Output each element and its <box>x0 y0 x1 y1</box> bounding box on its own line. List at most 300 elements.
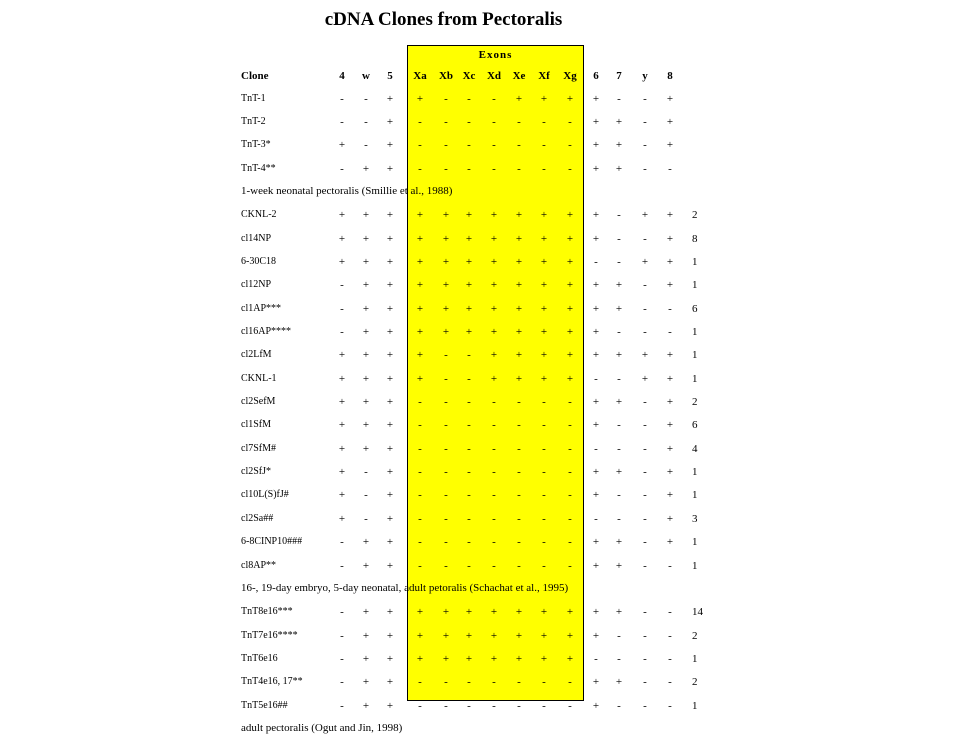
exon-mark: - <box>340 302 344 315</box>
exon-mark: - <box>492 396 496 409</box>
exon-mark: + <box>615 466 623 479</box>
exon-mark: + <box>386 139 394 152</box>
exon-mark: - <box>340 559 344 572</box>
exon-mark: + <box>540 326 548 338</box>
exon-mark: - <box>617 512 621 525</box>
exon-mark: - <box>643 326 647 338</box>
clone-name: CKNL-2 <box>241 209 277 221</box>
clone-count: 4 <box>692 442 698 455</box>
exon-mark: + <box>362 396 370 409</box>
clone-name: TnT-4** <box>241 162 276 174</box>
exon-mark: - <box>517 559 521 572</box>
exon-mark: + <box>465 652 473 665</box>
exon-mark: - <box>492 442 496 455</box>
exon-mark: - <box>643 419 647 432</box>
table-row <box>0 419 960 439</box>
exon-mark: + <box>592 396 600 409</box>
exon-mark: + <box>490 349 498 362</box>
exon-mark: + <box>666 115 674 128</box>
exon-mark: - <box>467 536 471 549</box>
clone-name: cl1SfM <box>241 419 271 431</box>
exon-mark: + <box>666 92 674 105</box>
clone-name: TnT5e16## <box>241 699 288 711</box>
table-row <box>0 630 960 650</box>
exon-mark: - <box>594 255 598 268</box>
exon-mark: + <box>641 349 649 362</box>
exon-mark: + <box>386 652 394 665</box>
section-citation: adult pectoralis (Ogut and Jin, 1998) <box>241 721 403 734</box>
exon-mark: + <box>592 326 600 338</box>
clone-count: 1 <box>692 372 698 385</box>
exon-mark: + <box>386 372 394 385</box>
exon-mark: + <box>666 512 674 525</box>
exon-mark: - <box>668 162 672 175</box>
exon-mark: + <box>338 489 346 502</box>
exon-mark: - <box>467 162 471 175</box>
exon-mark: + <box>362 676 370 689</box>
exon-mark: - <box>418 442 422 455</box>
clone-count: 1 <box>692 466 698 479</box>
exon-mark: - <box>542 396 546 409</box>
clone-name: cl1AP*** <box>241 302 281 314</box>
table-header-row <box>0 70 960 90</box>
exon-mark: - <box>418 699 422 712</box>
exon-mark: - <box>467 396 471 409</box>
exon-mark: + <box>386 396 394 409</box>
exon-mark: + <box>386 489 394 502</box>
exon-mark: - <box>340 652 344 665</box>
table-row <box>0 139 960 159</box>
table-row <box>0 349 960 369</box>
exon-mark: + <box>566 629 574 642</box>
exon-mark: - <box>643 466 647 479</box>
exon-mark: + <box>592 162 600 175</box>
exon-mark: + <box>465 255 473 268</box>
exon-mark: + <box>666 396 674 409</box>
exon-mark: + <box>442 209 450 222</box>
exon-mark: - <box>517 512 521 525</box>
exon-mark: - <box>418 676 422 689</box>
table-row <box>0 443 960 463</box>
exon-mark: + <box>592 536 600 549</box>
exon-mark: + <box>416 279 424 292</box>
exon-mark: + <box>566 652 574 665</box>
exon-mark: + <box>515 606 523 619</box>
exon-mark: + <box>362 302 370 315</box>
exon-mark: + <box>362 699 370 712</box>
exon-mark: - <box>643 629 647 642</box>
clone-name: cl2Sa## <box>241 512 274 524</box>
column-header: Xg <box>563 70 577 82</box>
exon-mark: - <box>668 629 672 642</box>
exon-mark: - <box>617 209 621 222</box>
exon-mark: - <box>364 512 368 525</box>
exon-mark: + <box>386 512 394 525</box>
exon-mark: - <box>340 115 344 128</box>
exon-mark: + <box>386 349 394 362</box>
exon-mark: + <box>666 442 674 455</box>
exon-mark: + <box>416 302 424 315</box>
table-row <box>0 676 960 696</box>
exon-mark: - <box>492 536 496 549</box>
exon-mark: - <box>643 279 647 292</box>
exon-mark: - <box>467 559 471 572</box>
exon-mark: + <box>666 255 674 268</box>
exon-mark: + <box>442 606 450 619</box>
exon-mark: + <box>465 209 473 222</box>
exon-mark: - <box>444 92 448 105</box>
exon-mark: - <box>444 442 448 455</box>
table-row <box>0 373 960 393</box>
exon-mark: + <box>592 139 600 152</box>
exon-mark: - <box>418 139 422 152</box>
exon-mark: + <box>592 489 600 502</box>
exon-mark: - <box>444 559 448 572</box>
exon-mark: + <box>592 115 600 128</box>
exon-mark: + <box>566 302 574 315</box>
exon-mark: - <box>542 466 546 479</box>
table-row <box>0 653 960 673</box>
exon-mark: - <box>340 92 344 105</box>
exon-mark: - <box>617 699 621 712</box>
exon-mark: - <box>467 442 471 455</box>
exon-mark: + <box>465 629 473 642</box>
exon-mark: - <box>340 629 344 642</box>
exon-mark: + <box>442 232 450 245</box>
exon-mark: - <box>568 162 572 175</box>
exon-mark: - <box>568 442 572 455</box>
exon-mark: - <box>594 512 598 525</box>
exon-mark: + <box>615 349 623 362</box>
exon-mark: - <box>668 652 672 665</box>
exon-mark: - <box>467 372 471 385</box>
column-header: Xd <box>486 70 502 82</box>
clone-name: cl12NP <box>241 279 271 291</box>
clone-count: 2 <box>692 396 698 409</box>
exon-mark: + <box>338 209 346 222</box>
exon-mark: + <box>416 255 424 268</box>
clone-count: 1 <box>692 349 698 362</box>
table-row <box>0 256 960 276</box>
exon-mark: + <box>362 279 370 292</box>
exon-mark: + <box>490 606 498 619</box>
exon-mark: + <box>386 419 394 432</box>
exon-mark: - <box>418 536 422 549</box>
clone-name: TnT8e16*** <box>241 606 293 618</box>
exon-mark: - <box>542 699 546 712</box>
clone-count: 1 <box>692 279 698 292</box>
exon-mark: - <box>617 232 621 245</box>
clone-count: 2 <box>692 629 698 642</box>
exon-mark: - <box>340 536 344 549</box>
table-row <box>0 93 960 113</box>
exon-mark: - <box>492 699 496 712</box>
exon-mark: + <box>615 606 623 619</box>
exon-mark: + <box>490 255 498 268</box>
exon-mark: + <box>338 372 346 385</box>
exon-mark: + <box>442 302 450 315</box>
exon-mark: + <box>490 372 498 385</box>
exon-mark: + <box>641 255 649 268</box>
exon-mark: - <box>568 559 572 572</box>
exon-mark: - <box>568 396 572 409</box>
exon-mark: - <box>542 442 546 455</box>
clone-name: cl16AP**** <box>241 326 291 337</box>
clone-name: TnT-3* <box>241 139 271 151</box>
exon-mark: - <box>643 676 647 689</box>
clone-count: 1 <box>692 559 698 572</box>
exon-mark: - <box>617 629 621 642</box>
clone-name: CKNL-1 <box>241 372 277 384</box>
table-row <box>0 163 960 183</box>
clone-name: TnT-2 <box>241 115 266 127</box>
exon-mark: + <box>592 606 600 619</box>
exon-mark: + <box>566 606 574 619</box>
exon-mark: - <box>643 232 647 245</box>
exon-mark: - <box>617 255 621 268</box>
exon-mark: - <box>668 606 672 619</box>
exon-mark: + <box>490 629 498 642</box>
exon-mark: - <box>568 419 572 432</box>
exon-mark: + <box>338 255 346 268</box>
exon-mark: - <box>542 115 546 128</box>
exon-mark: + <box>338 466 346 479</box>
exon-mark: - <box>668 302 672 315</box>
exon-mark: - <box>492 162 496 175</box>
exon-mark: + <box>592 419 600 432</box>
exon-mark: + <box>386 302 394 315</box>
exon-mark: - <box>418 489 422 502</box>
exon-mark: + <box>416 652 424 665</box>
exon-mark: + <box>515 629 523 642</box>
exon-mark: + <box>666 419 674 432</box>
exon-mark: + <box>592 279 600 292</box>
exon-mark: - <box>340 162 344 175</box>
exon-mark: - <box>643 139 647 152</box>
exon-mark: + <box>386 466 394 479</box>
exon-mark: - <box>568 466 572 479</box>
exon-mark: - <box>517 162 521 175</box>
exon-mark: + <box>362 442 370 455</box>
exon-mark: - <box>568 139 572 152</box>
clone-name: cl10L(S)fJ# <box>241 489 289 501</box>
exon-mark: - <box>542 139 546 152</box>
exon-mark: + <box>386 209 394 222</box>
clone-count: 3 <box>692 512 698 525</box>
table-row <box>0 466 960 486</box>
exon-mark: - <box>492 139 496 152</box>
exon-mark: + <box>566 279 574 292</box>
exon-mark: + <box>666 279 674 292</box>
exon-mark: - <box>444 466 448 479</box>
exon-mark: + <box>592 466 600 479</box>
exon-mark: + <box>490 209 498 222</box>
exon-mark: - <box>643 699 647 712</box>
exon-mark: - <box>643 396 647 409</box>
exon-mark: + <box>566 209 574 222</box>
clone-count: 14 <box>692 606 703 619</box>
clone-count: 1 <box>692 326 698 338</box>
column-header: 7 <box>616 70 622 82</box>
exon-mark: - <box>364 92 368 105</box>
exon-mark: - <box>364 489 368 502</box>
exon-mark: + <box>666 232 674 245</box>
exon-mark: + <box>338 419 346 432</box>
exon-mark: + <box>540 652 548 665</box>
clone-count: 6 <box>692 302 698 315</box>
exon-mark: - <box>643 536 647 549</box>
exon-mark: + <box>362 349 370 362</box>
table-row <box>0 513 960 533</box>
exon-mark: - <box>492 115 496 128</box>
exon-mark: + <box>416 92 424 105</box>
exon-mark: - <box>444 162 448 175</box>
exon-mark: - <box>467 676 471 689</box>
exon-mark: - <box>643 489 647 502</box>
exon-mark: - <box>594 442 598 455</box>
column-header: 4 <box>339 70 345 82</box>
exon-mark: - <box>444 699 448 712</box>
exon-mark: - <box>542 676 546 689</box>
exon-mark: - <box>594 372 598 385</box>
page-title: cDNA Clones from Pectoralis <box>324 9 563 30</box>
exon-mark: + <box>416 349 424 362</box>
exon-mark: - <box>418 162 422 175</box>
exon-mark: + <box>540 629 548 642</box>
exon-mark: - <box>517 489 521 502</box>
exon-mark: - <box>444 536 448 549</box>
exon-mark: - <box>444 115 448 128</box>
exon-mark: - <box>340 326 344 338</box>
exon-mark: + <box>592 349 600 362</box>
table-row <box>0 233 960 253</box>
exon-mark: - <box>568 115 572 128</box>
clone-name: TnT4e16, 17** <box>241 676 303 688</box>
exon-mark: - <box>444 419 448 432</box>
exon-mark: + <box>386 629 394 642</box>
exon-mark: - <box>668 699 672 712</box>
exon-mark: - <box>340 279 344 292</box>
exon-mark: + <box>615 559 623 572</box>
exon-mark: - <box>492 676 496 689</box>
exon-mark: - <box>643 442 647 455</box>
exon-mark: + <box>666 466 674 479</box>
exon-mark: + <box>386 676 394 689</box>
exon-mark: + <box>386 115 394 128</box>
exon-mark: + <box>362 536 370 549</box>
exon-mark: - <box>517 699 521 712</box>
column-header: 8 <box>667 70 673 82</box>
exon-mark: - <box>467 699 471 712</box>
exon-mark: + <box>540 255 548 268</box>
exon-mark: - <box>594 652 598 665</box>
clone-count: 6 <box>692 419 698 432</box>
exon-mark: - <box>444 396 448 409</box>
exon-mark: - <box>492 466 496 479</box>
clone-count: 1 <box>692 489 698 502</box>
exon-mark: + <box>416 629 424 642</box>
exon-mark: - <box>418 419 422 432</box>
exon-mark: + <box>386 279 394 292</box>
exon-mark: - <box>542 559 546 572</box>
exon-mark: + <box>592 559 600 572</box>
clone-count: 8 <box>692 232 698 245</box>
exon-mark: + <box>515 372 523 385</box>
exon-mark: + <box>540 372 548 385</box>
table-row <box>0 396 960 416</box>
column-header: 5 <box>387 70 393 82</box>
exon-mark: - <box>418 466 422 479</box>
column-header: Xc <box>462 70 476 82</box>
exon-mark: + <box>615 676 623 689</box>
exon-mark: + <box>540 349 548 362</box>
exon-mark: - <box>492 92 496 105</box>
exon-mark: + <box>615 115 623 128</box>
column-header: Xa <box>413 70 427 82</box>
exon-mark: + <box>666 489 674 502</box>
exon-mark: - <box>668 676 672 689</box>
exon-mark: + <box>338 349 346 362</box>
exon-mark: + <box>442 255 450 268</box>
exon-mark: + <box>666 349 674 362</box>
column-header: y <box>642 70 648 82</box>
column-header-clone: Clone <box>241 70 269 82</box>
exon-mark: + <box>566 232 574 245</box>
exon-mark: - <box>617 92 621 105</box>
exon-mark: + <box>566 92 574 105</box>
exon-mark: + <box>666 536 674 549</box>
exon-mark: + <box>416 606 424 619</box>
exon-mark: - <box>643 512 647 525</box>
column-header: 6 <box>593 70 599 82</box>
exon-mark: + <box>592 629 600 642</box>
exon-mark: - <box>542 512 546 525</box>
clone-name: cl8AP** <box>241 559 276 571</box>
exon-mark: + <box>386 232 394 245</box>
exon-mark: - <box>418 512 422 525</box>
exon-mark: - <box>517 536 521 549</box>
exon-mark: - <box>617 442 621 455</box>
clone-count: 2 <box>692 209 698 222</box>
exon-mark: + <box>362 559 370 572</box>
exon-mark: - <box>568 536 572 549</box>
exon-mark: + <box>592 92 600 105</box>
exon-mark: + <box>465 232 473 245</box>
exon-mark: - <box>340 606 344 619</box>
exon-mark: - <box>643 92 647 105</box>
exon-mark: - <box>517 139 521 152</box>
exon-mark: + <box>362 606 370 619</box>
exon-mark: + <box>515 349 523 362</box>
exon-mark: + <box>386 162 394 175</box>
column-header: Xe <box>512 70 526 82</box>
clone-count: 2 <box>692 676 698 689</box>
exon-mark: + <box>540 209 548 222</box>
exon-mark: + <box>386 442 394 455</box>
exon-mark: + <box>540 606 548 619</box>
exon-mark: - <box>364 115 368 128</box>
exon-mark: + <box>515 652 523 665</box>
exon-mark: - <box>444 139 448 152</box>
clone-name: TnT7e16**** <box>241 629 298 641</box>
exon-mark: + <box>540 92 548 105</box>
exon-mark: + <box>615 279 623 292</box>
table-row <box>0 116 960 136</box>
exon-mark: - <box>542 536 546 549</box>
exon-mark: - <box>517 676 521 689</box>
clone-count: 1 <box>692 536 698 549</box>
clone-name: 6-30C18 <box>241 255 276 267</box>
